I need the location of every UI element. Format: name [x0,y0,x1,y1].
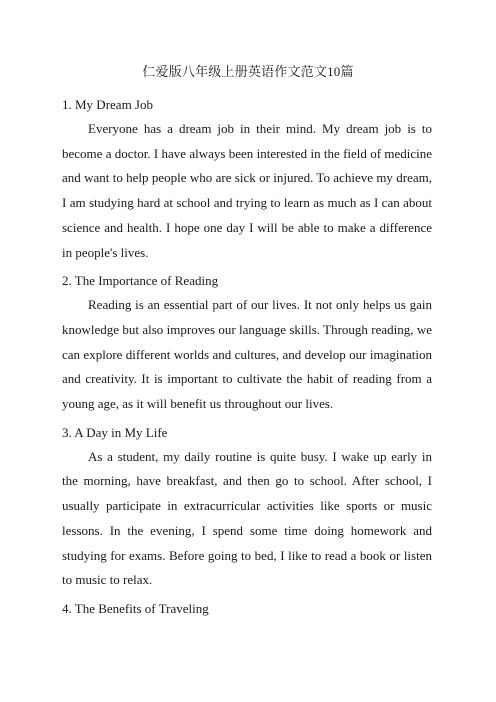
essay-heading: 2. The Importance of Reading [62,273,219,289]
essay-section-1 [62,93,432,265]
document-title: 仁爱版八年级上册英语作文范文10篇 [142,64,354,79]
document-body [62,93,432,625]
essay-heading: 3. A Day in My Life [62,424,168,440]
essay-paragraph: Everyone has a dream job in their mind. My dream job is to become a doctor. I have always been interested in the field of medicine and want to help people who are sick or injured. To achieve my dream, I am studying hard at school and trying to learn as much as I can about science and health. I hope one day I will be able to make a difference in people's lives. [62,121,432,260]
essay-paragraph: Reading is an essential part of our lives. It not only helps us gain knowledge but also improves our language skills. Through reading, we can explore different worlds and cultures, and develop our imagination and creativity. It is important to cultivate the habit of reading from a young age, as it will benefit us throughout our lives. [62,297,432,412]
essay-heading: 1. My Dream Job [62,97,153,112]
essay-section-2 [62,269,432,417]
essay-section-3 [62,421,432,593]
essay-section-4 [62,597,432,621]
essay-heading: 4. The Benefits of Traveling [62,600,209,616]
essay-paragraph: As a student, my daily routine is quite busy. I wake up early in the morning, have breakfast, and then go to school. After school, I usually participate in extracurricular activities like sports or music lessons. In the evening, I spend some time doing homework and studying for exams. Before going to bed, I like to read a book or listen to music to relax. [62,448,432,588]
